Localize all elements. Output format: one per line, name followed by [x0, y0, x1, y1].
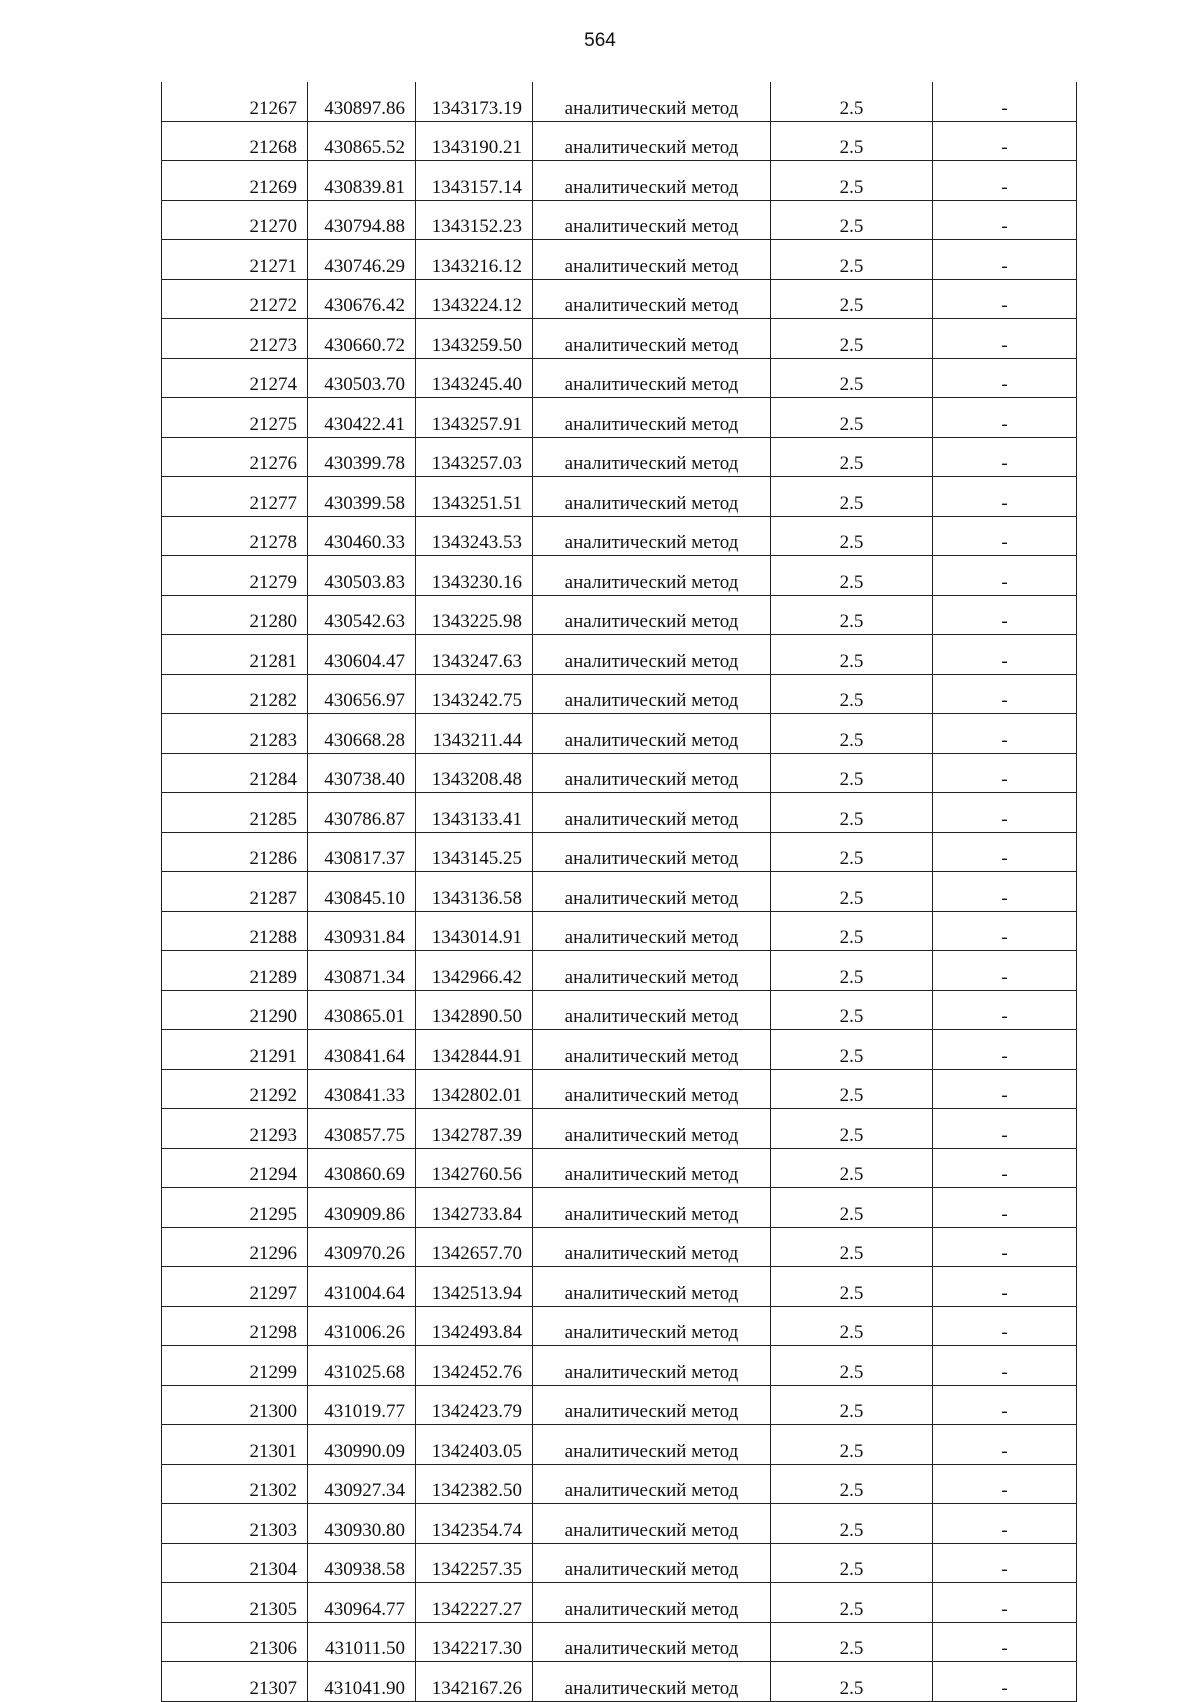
y-coordinate-cell: 1343257.91: [416, 398, 533, 438]
method-cell: аналитический метод: [533, 951, 771, 991]
note-cell: -: [933, 1030, 1077, 1070]
accuracy-cell: 2.5: [771, 1148, 933, 1188]
table-row: [162, 200, 1077, 240]
x-coordinate-cell: 430668.28: [308, 714, 416, 754]
method-cell: аналитический метод: [533, 319, 771, 359]
x-coordinate-cell: 430964.77: [308, 1583, 416, 1623]
accuracy-cell: 2.5: [771, 1109, 933, 1149]
method-cell: аналитический метод: [533, 161, 771, 201]
y-coordinate-cell: 1343257.03: [416, 437, 533, 477]
note-cell: -: [933, 872, 1077, 912]
y-coordinate-cell: 1343145.25: [416, 832, 533, 872]
note-cell: -: [933, 358, 1077, 398]
accuracy-cell: 2.5: [771, 477, 933, 517]
y-coordinate-cell: 1343173.19: [416, 82, 533, 121]
method-cell: аналитический метод: [533, 1583, 771, 1623]
point-number-cell: 21274: [162, 358, 308, 398]
y-coordinate-cell: 1342403.05: [416, 1425, 533, 1465]
point-number-cell: 21272: [162, 279, 308, 319]
note-cell: -: [933, 753, 1077, 793]
method-cell: аналитический метод: [533, 595, 771, 635]
accuracy-cell: 2.5: [771, 1583, 933, 1623]
y-coordinate-cell: 1342844.91: [416, 1030, 533, 1070]
method-cell: аналитический метод: [533, 358, 771, 398]
accuracy-cell: 2.5: [771, 437, 933, 477]
y-coordinate-cell: 1342733.84: [416, 1188, 533, 1228]
table-row: [162, 1385, 1077, 1425]
accuracy-cell: 2.5: [771, 161, 933, 201]
y-coordinate-cell: 1343245.40: [416, 358, 533, 398]
point-number-cell: 21291: [162, 1030, 308, 1070]
method-cell: аналитический метод: [533, 832, 771, 872]
point-number-cell: 21285: [162, 793, 308, 833]
note-cell: -: [933, 82, 1077, 121]
y-coordinate-cell: 1343242.75: [416, 674, 533, 714]
note-cell: -: [933, 477, 1077, 517]
accuracy-cell: 2.5: [771, 319, 933, 359]
point-number-cell: 21279: [162, 556, 308, 596]
accuracy-cell: 2.5: [771, 595, 933, 635]
note-cell: -: [933, 1425, 1077, 1465]
y-coordinate-cell: 1342787.39: [416, 1109, 533, 1149]
y-coordinate-cell: 1342217.30: [416, 1622, 533, 1662]
x-coordinate-cell: 430841.33: [308, 1069, 416, 1109]
method-cell: аналитический метод: [533, 793, 771, 833]
note-cell: -: [933, 1504, 1077, 1544]
point-number-cell: 21281: [162, 635, 308, 675]
point-number-cell: 21288: [162, 911, 308, 951]
point-number-cell: 21283: [162, 714, 308, 754]
note-cell: -: [933, 1583, 1077, 1623]
table-row: [162, 358, 1077, 398]
table-row: [162, 1030, 1077, 1070]
accuracy-cell: 2.5: [771, 714, 933, 754]
accuracy-cell: 2.5: [771, 1425, 933, 1465]
x-coordinate-cell: 430970.26: [308, 1227, 416, 1267]
point-number-cell: 21277: [162, 477, 308, 517]
x-coordinate-cell: 431019.77: [308, 1385, 416, 1425]
note-cell: -: [933, 1662, 1077, 1702]
note-cell: -: [933, 1267, 1077, 1307]
accuracy-cell: 2.5: [771, 1267, 933, 1307]
x-coordinate-cell: 430860.69: [308, 1148, 416, 1188]
point-number-cell: 21295: [162, 1188, 308, 1228]
table-row: [162, 1188, 1077, 1228]
note-cell: -: [933, 1622, 1077, 1662]
y-coordinate-cell: 1342966.42: [416, 951, 533, 991]
method-cell: аналитический метод: [533, 477, 771, 517]
note-cell: -: [933, 161, 1077, 201]
y-coordinate-cell: 1343243.53: [416, 516, 533, 556]
table-row: [162, 437, 1077, 477]
accuracy-cell: 2.5: [771, 1030, 933, 1070]
y-coordinate-cell: 1343136.58: [416, 872, 533, 912]
table-row: [162, 1148, 1077, 1188]
coordinates-table-body: [162, 82, 1077, 1701]
note-cell: -: [933, 990, 1077, 1030]
method-cell: аналитический метод: [533, 635, 771, 675]
point-number-cell: 21268: [162, 121, 308, 161]
y-coordinate-cell: 1343133.41: [416, 793, 533, 833]
y-coordinate-cell: 1343211.44: [416, 714, 533, 754]
y-coordinate-cell: 1342760.56: [416, 1148, 533, 1188]
x-coordinate-cell: 430660.72: [308, 319, 416, 359]
x-coordinate-cell: 430931.84: [308, 911, 416, 951]
x-coordinate-cell: 430604.47: [308, 635, 416, 675]
accuracy-cell: 2.5: [771, 911, 933, 951]
point-number-cell: 21294: [162, 1148, 308, 1188]
method-cell: аналитический метод: [533, 1622, 771, 1662]
method-cell: аналитический метод: [533, 121, 771, 161]
x-coordinate-cell: 431041.90: [308, 1662, 416, 1702]
table-row: [162, 319, 1077, 359]
x-coordinate-cell: 430399.58: [308, 477, 416, 517]
y-coordinate-cell: 1342890.50: [416, 990, 533, 1030]
note-cell: -: [933, 1306, 1077, 1346]
x-coordinate-cell: 430786.87: [308, 793, 416, 833]
y-coordinate-cell: 1343190.21: [416, 121, 533, 161]
table-row: [162, 279, 1077, 319]
note-cell: -: [933, 1148, 1077, 1188]
table-row: [162, 1543, 1077, 1583]
x-coordinate-cell: 430503.70: [308, 358, 416, 398]
note-cell: -: [933, 1543, 1077, 1583]
table-row: [162, 1504, 1077, 1544]
accuracy-cell: 2.5: [771, 82, 933, 121]
point-number-cell: 21306: [162, 1622, 308, 1662]
accuracy-cell: 2.5: [771, 240, 933, 280]
note-cell: -: [933, 1346, 1077, 1386]
y-coordinate-cell: 1342167.26: [416, 1662, 533, 1702]
point-number-cell: 21267: [162, 82, 308, 121]
point-number-cell: 21297: [162, 1267, 308, 1307]
accuracy-cell: 2.5: [771, 832, 933, 872]
page-number: 564: [584, 30, 616, 51]
method-cell: аналитический метод: [533, 1148, 771, 1188]
accuracy-cell: 2.5: [771, 1464, 933, 1504]
accuracy-cell: 2.5: [771, 1227, 933, 1267]
y-coordinate-cell: 1342493.84: [416, 1306, 533, 1346]
coordinates-table: [161, 82, 1077, 1702]
table-row: [162, 674, 1077, 714]
table-row: [162, 1662, 1077, 1702]
accuracy-cell: 2.5: [771, 121, 933, 161]
x-coordinate-cell: 430938.58: [308, 1543, 416, 1583]
point-number-cell: 21298: [162, 1306, 308, 1346]
point-number-cell: 21273: [162, 319, 308, 359]
method-cell: аналитический метод: [533, 279, 771, 319]
y-coordinate-cell: 1342423.79: [416, 1385, 533, 1425]
method-cell: аналитический метод: [533, 911, 771, 951]
x-coordinate-cell: 430857.75: [308, 1109, 416, 1149]
method-cell: аналитический метод: [533, 1030, 771, 1070]
table-row: [162, 1583, 1077, 1623]
note-cell: -: [933, 437, 1077, 477]
x-coordinate-cell: 430930.80: [308, 1504, 416, 1544]
y-coordinate-cell: 1343216.12: [416, 240, 533, 280]
method-cell: аналитический метод: [533, 240, 771, 280]
method-cell: аналитический метод: [533, 1385, 771, 1425]
method-cell: аналитический метод: [533, 674, 771, 714]
table-row: [162, 911, 1077, 951]
note-cell: -: [933, 1385, 1077, 1425]
table-row: [162, 872, 1077, 912]
method-cell: аналитический метод: [533, 82, 771, 121]
accuracy-cell: 2.5: [771, 793, 933, 833]
accuracy-cell: 2.5: [771, 753, 933, 793]
note-cell: -: [933, 556, 1077, 596]
point-number-cell: 21292: [162, 1069, 308, 1109]
accuracy-cell: 2.5: [771, 1662, 933, 1702]
point-number-cell: 21302: [162, 1464, 308, 1504]
y-coordinate-cell: 1343259.50: [416, 319, 533, 359]
accuracy-cell: 2.5: [771, 635, 933, 675]
x-coordinate-cell: 431025.68: [308, 1346, 416, 1386]
x-coordinate-cell: 430871.34: [308, 951, 416, 991]
y-coordinate-cell: 1342513.94: [416, 1267, 533, 1307]
y-coordinate-cell: 1342257.35: [416, 1543, 533, 1583]
note-cell: -: [933, 516, 1077, 556]
note-cell: -: [933, 121, 1077, 161]
note-cell: -: [933, 1109, 1077, 1149]
table-row: [162, 1267, 1077, 1307]
accuracy-cell: 2.5: [771, 1346, 933, 1386]
point-number-cell: 21293: [162, 1109, 308, 1149]
table-row: [162, 240, 1077, 280]
x-coordinate-cell: 430460.33: [308, 516, 416, 556]
method-cell: аналитический метод: [533, 516, 771, 556]
method-cell: аналитический метод: [533, 872, 771, 912]
accuracy-cell: 2.5: [771, 990, 933, 1030]
y-coordinate-cell: 1343230.16: [416, 556, 533, 596]
y-coordinate-cell: 1343251.51: [416, 477, 533, 517]
note-cell: -: [933, 1069, 1077, 1109]
point-number-cell: 21276: [162, 437, 308, 477]
x-coordinate-cell: 430897.86: [308, 82, 416, 121]
y-coordinate-cell: 1342657.70: [416, 1227, 533, 1267]
table-row: [162, 556, 1077, 596]
table-row: [162, 477, 1077, 517]
table-row: [162, 1227, 1077, 1267]
note-cell: -: [933, 793, 1077, 833]
accuracy-cell: 2.5: [771, 951, 933, 991]
point-number-cell: 21287: [162, 872, 308, 912]
table-row: [162, 1109, 1077, 1149]
note-cell: -: [933, 832, 1077, 872]
note-cell: -: [933, 1188, 1077, 1228]
accuracy-cell: 2.5: [771, 872, 933, 912]
y-coordinate-cell: 1342802.01: [416, 1069, 533, 1109]
accuracy-cell: 2.5: [771, 358, 933, 398]
x-coordinate-cell: 430845.10: [308, 872, 416, 912]
method-cell: аналитический метод: [533, 556, 771, 596]
x-coordinate-cell: 430399.78: [308, 437, 416, 477]
method-cell: аналитический метод: [533, 1464, 771, 1504]
note-cell: -: [933, 398, 1077, 438]
note-cell: -: [933, 911, 1077, 951]
x-coordinate-cell: 430817.37: [308, 832, 416, 872]
accuracy-cell: 2.5: [771, 674, 933, 714]
point-number-cell: 21307: [162, 1662, 308, 1702]
accuracy-cell: 2.5: [771, 1306, 933, 1346]
table-row: [162, 951, 1077, 991]
x-coordinate-cell: 431006.26: [308, 1306, 416, 1346]
method-cell: аналитический метод: [533, 714, 771, 754]
x-coordinate-cell: 430746.29: [308, 240, 416, 280]
table-row: [162, 832, 1077, 872]
point-number-cell: 21303: [162, 1504, 308, 1544]
x-coordinate-cell: 430542.63: [308, 595, 416, 635]
y-coordinate-cell: 1343157.14: [416, 161, 533, 201]
accuracy-cell: 2.5: [771, 1069, 933, 1109]
point-number-cell: 21271: [162, 240, 308, 280]
x-coordinate-cell: 430422.41: [308, 398, 416, 438]
table-row: [162, 1306, 1077, 1346]
method-cell: аналитический метод: [533, 1543, 771, 1583]
accuracy-cell: 2.5: [771, 398, 933, 438]
method-cell: аналитический метод: [533, 1504, 771, 1544]
y-coordinate-cell: 1342382.50: [416, 1464, 533, 1504]
accuracy-cell: 2.5: [771, 516, 933, 556]
table-row: [162, 595, 1077, 635]
method-cell: аналитический метод: [533, 398, 771, 438]
point-number-cell: 21290: [162, 990, 308, 1030]
table-row: [162, 635, 1077, 675]
method-cell: аналитический метод: [533, 1109, 771, 1149]
table-row: [162, 1346, 1077, 1386]
x-coordinate-cell: 431004.64: [308, 1267, 416, 1307]
point-number-cell: 21269: [162, 161, 308, 201]
method-cell: аналитический метод: [533, 1425, 771, 1465]
table-row: [162, 161, 1077, 201]
method-cell: аналитический метод: [533, 753, 771, 793]
note-cell: -: [933, 951, 1077, 991]
point-number-cell: 21282: [162, 674, 308, 714]
method-cell: аналитический метод: [533, 1267, 771, 1307]
table-row: [162, 990, 1077, 1030]
y-coordinate-cell: 1342452.76: [416, 1346, 533, 1386]
method-cell: аналитический метод: [533, 437, 771, 477]
x-coordinate-cell: 430794.88: [308, 200, 416, 240]
note-cell: -: [933, 200, 1077, 240]
y-coordinate-cell: 1343247.63: [416, 635, 533, 675]
accuracy-cell: 2.5: [771, 200, 933, 240]
method-cell: аналитический метод: [533, 1306, 771, 1346]
x-coordinate-cell: 430927.34: [308, 1464, 416, 1504]
x-coordinate-cell: 430503.83: [308, 556, 416, 596]
y-coordinate-cell: 1343224.12: [416, 279, 533, 319]
table-row: [162, 714, 1077, 754]
table-row: [162, 516, 1077, 556]
x-coordinate-cell: 430738.40: [308, 753, 416, 793]
y-coordinate-cell: 1343225.98: [416, 595, 533, 635]
point-number-cell: 21296: [162, 1227, 308, 1267]
table-row: [162, 398, 1077, 438]
accuracy-cell: 2.5: [771, 1188, 933, 1228]
accuracy-cell: 2.5: [771, 1504, 933, 1544]
y-coordinate-cell: 1342354.74: [416, 1504, 533, 1544]
note-cell: -: [933, 279, 1077, 319]
method-cell: аналитический метод: [533, 1346, 771, 1386]
x-coordinate-cell: 430865.52: [308, 121, 416, 161]
x-coordinate-cell: 431011.50: [308, 1622, 416, 1662]
method-cell: аналитический метод: [533, 1188, 771, 1228]
accuracy-cell: 2.5: [771, 1543, 933, 1583]
x-coordinate-cell: 430841.64: [308, 1030, 416, 1070]
point-number-cell: 21289: [162, 951, 308, 991]
point-number-cell: 21301: [162, 1425, 308, 1465]
table-row: [162, 793, 1077, 833]
point-number-cell: 21286: [162, 832, 308, 872]
note-cell: -: [933, 674, 1077, 714]
note-cell: -: [933, 1227, 1077, 1267]
table-row: [162, 1069, 1077, 1109]
table-row: [162, 1464, 1077, 1504]
point-number-cell: 21278: [162, 516, 308, 556]
table-row: [162, 1425, 1077, 1465]
point-number-cell: 21275: [162, 398, 308, 438]
y-coordinate-cell: 1343152.23: [416, 200, 533, 240]
note-cell: -: [933, 635, 1077, 675]
method-cell: аналитический метод: [533, 990, 771, 1030]
y-coordinate-cell: 1343208.48: [416, 753, 533, 793]
x-coordinate-cell: 430865.01: [308, 990, 416, 1030]
point-number-cell: 21284: [162, 753, 308, 793]
table-row: [162, 1622, 1077, 1662]
accuracy-cell: 2.5: [771, 279, 933, 319]
point-number-cell: 21299: [162, 1346, 308, 1386]
accuracy-cell: 2.5: [771, 556, 933, 596]
x-coordinate-cell: 430909.86: [308, 1188, 416, 1228]
y-coordinate-cell: 1342227.27: [416, 1583, 533, 1623]
table-row: [162, 82, 1077, 121]
method-cell: аналитический метод: [533, 200, 771, 240]
note-cell: -: [933, 319, 1077, 359]
point-number-cell: 21305: [162, 1583, 308, 1623]
x-coordinate-cell: 430656.97: [308, 674, 416, 714]
note-cell: -: [933, 1464, 1077, 1504]
x-coordinate-cell: 430990.09: [308, 1425, 416, 1465]
x-coordinate-cell: 430839.81: [308, 161, 416, 201]
note-cell: -: [933, 240, 1077, 280]
x-coordinate-cell: 430676.42: [308, 279, 416, 319]
method-cell: аналитический метод: [533, 1662, 771, 1702]
note-cell: -: [933, 595, 1077, 635]
point-number-cell: 21304: [162, 1543, 308, 1583]
table-row: [162, 753, 1077, 793]
accuracy-cell: 2.5: [771, 1622, 933, 1662]
y-coordinate-cell: 1343014.91: [416, 911, 533, 951]
method-cell: аналитический метод: [533, 1227, 771, 1267]
note-cell: -: [933, 714, 1077, 754]
point-number-cell: 21280: [162, 595, 308, 635]
table-row: [162, 121, 1077, 161]
method-cell: аналитический метод: [533, 1069, 771, 1109]
point-number-cell: 21300: [162, 1385, 308, 1425]
point-number-cell: 21270: [162, 200, 308, 240]
accuracy-cell: 2.5: [771, 1385, 933, 1425]
